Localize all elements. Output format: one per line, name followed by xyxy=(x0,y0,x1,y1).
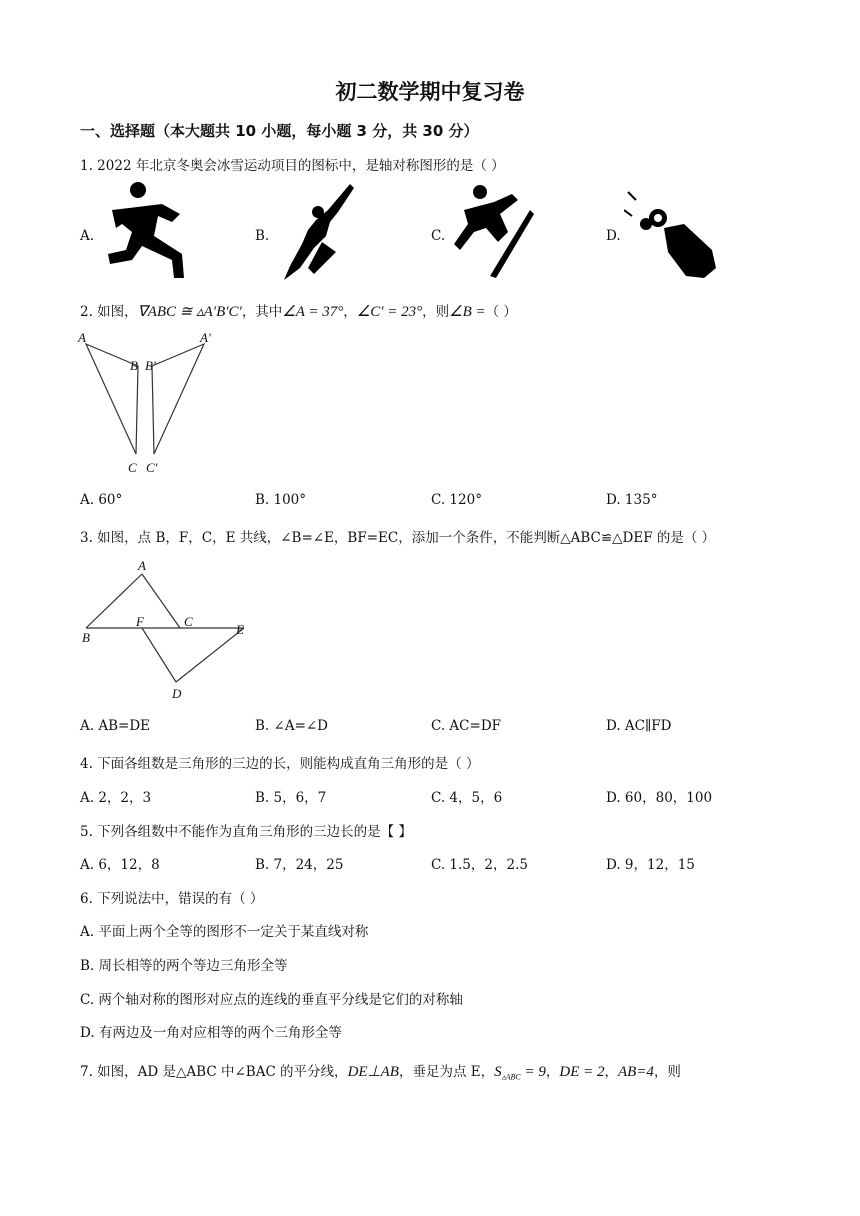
q6-option-c: C. 两个轴对称的图形对应点的连线的垂直平分线是它们的对称轴 xyxy=(80,992,463,1008)
q5-option-b: B. 7，24，25 xyxy=(255,857,344,873)
q1-option-b: B. xyxy=(255,228,270,244)
q2-sep: ， xyxy=(343,304,357,320)
q7-part-a: 7. 如图，AD 是△ABC 中∠BAC 的平分线， xyxy=(80,1064,348,1080)
q3-option-b: B. ∠A=∠D xyxy=(255,718,329,734)
q3-label-e: E xyxy=(236,622,244,637)
q2-label-c: C xyxy=(128,460,137,475)
pictogram-b-icon xyxy=(278,182,358,282)
q2-figure xyxy=(76,326,226,476)
q5-option-d: D. 9，12，15 xyxy=(606,857,695,873)
q7-part-b: ，垂足为点 E， xyxy=(398,1064,495,1080)
q2-mid2: ，则 xyxy=(422,304,450,320)
q6-option-a: A. 平面上两个全等的图形不一定关于某直线对称 xyxy=(80,924,369,940)
q4-option-d: D. 60，80，100 xyxy=(606,790,713,806)
q3-label-d: D xyxy=(172,686,182,701)
q7-ab: AB=4 xyxy=(617,1064,654,1080)
q1-option-c: C. xyxy=(431,228,446,244)
q3-label-c: C xyxy=(184,614,193,629)
q3-option-d: D. AC∥FD xyxy=(606,718,672,734)
q1-option-d: D. xyxy=(606,228,621,244)
question-3-stem: 3. 如图，点 B，F，C，E 共线，∠B=∠E，BF=EC，添加一个条件，不能判断△ABC≌△DEF 的是（ ） xyxy=(80,530,716,546)
q1-option-a: A. xyxy=(80,228,95,244)
q2-label-b-prime: B′ xyxy=(145,358,156,373)
q6-option-d: D. 有两边及一角对应相等的两个三角形全等 xyxy=(80,1025,342,1041)
q7-part-c: ，则 xyxy=(653,1064,681,1080)
q7-area-value: = 9 xyxy=(520,1064,546,1080)
q2-angle-c: ∠C′ = 23° xyxy=(356,304,423,320)
q7-area-sub: ▵ABC xyxy=(501,1072,521,1082)
q2-angle-b: ∠B = xyxy=(449,304,486,320)
q2-prefix: 2. 如图， xyxy=(80,304,138,320)
q2-end: （ ） xyxy=(485,304,517,320)
q4-option-c: C. 4，5，6 xyxy=(431,790,503,806)
q2-angle-a: ∠A = 37° xyxy=(282,304,344,320)
q5-option-a: A. 6，12，8 xyxy=(80,857,160,873)
pictogram-d-icon xyxy=(624,188,724,282)
q2-option-d: D. 135° xyxy=(606,492,658,508)
q3-label-b: B xyxy=(82,630,90,645)
q4-option-b: B. 5，6，7 xyxy=(255,790,327,806)
q2-option-c: C. 120° xyxy=(431,492,482,508)
q7-sep2: ， xyxy=(604,1064,618,1080)
q7-de: DE = 2 xyxy=(559,1064,605,1080)
q2-label-a: A xyxy=(78,330,86,345)
q7-perpendicular: DE⊥AB xyxy=(347,1064,399,1080)
question-7-stem xyxy=(80,1060,681,1082)
q3-figure xyxy=(76,554,256,704)
pictogram-a-icon xyxy=(102,180,192,280)
q2-option-a: A. 60° xyxy=(80,492,123,508)
question-4-stem: 4. 下面各组数是三角形的三边的长，则能构成直角三角形的是（ ） xyxy=(80,756,480,772)
pictogram-c-icon xyxy=(450,180,540,280)
q3-option-a: A. AB=DE xyxy=(80,718,150,734)
q3-label-f: F xyxy=(136,614,144,629)
q3-option-c: C. AC=DF xyxy=(431,718,502,734)
q2-label-b: B xyxy=(130,358,138,373)
q7-area-s: S xyxy=(494,1064,502,1080)
q2-congruence: ∇ABC ≅ ▵A′B′C′ xyxy=(137,304,242,320)
q3-label-a: A xyxy=(138,558,146,573)
q5-option-c: C. 1.5，2，2.5 xyxy=(431,857,528,873)
q2-label-c-prime: C′ xyxy=(146,460,158,475)
question-2-stem xyxy=(80,300,517,321)
section-heading: 一、选择题（本大题共 10 小题，每小题 3 分，共 30 分） xyxy=(80,122,479,140)
q4-option-a: A. 2，2，3 xyxy=(80,790,152,806)
q6-option-b: B. 周长相等的两个等边三角形全等 xyxy=(80,958,288,974)
question-5-stem: 5. 下列各组数中不能作为直角三角形的三边长的是【 】 xyxy=(80,824,412,840)
page-title: 初二数学期中复习卷 xyxy=(335,80,525,104)
q7-sep: ， xyxy=(545,1064,560,1080)
question-6-stem: 6. 下列说法中，错误的有（ ） xyxy=(80,891,264,907)
question-1-stem: 1. 2022 年北京冬奥会冰雪运动项目的图标中，是轴对称图形的是（ ） xyxy=(80,158,505,174)
q2-mid: ，其中 xyxy=(241,304,283,320)
q2-option-b: B. 100° xyxy=(255,492,307,508)
q2-label-a-prime: A′ xyxy=(200,330,211,345)
